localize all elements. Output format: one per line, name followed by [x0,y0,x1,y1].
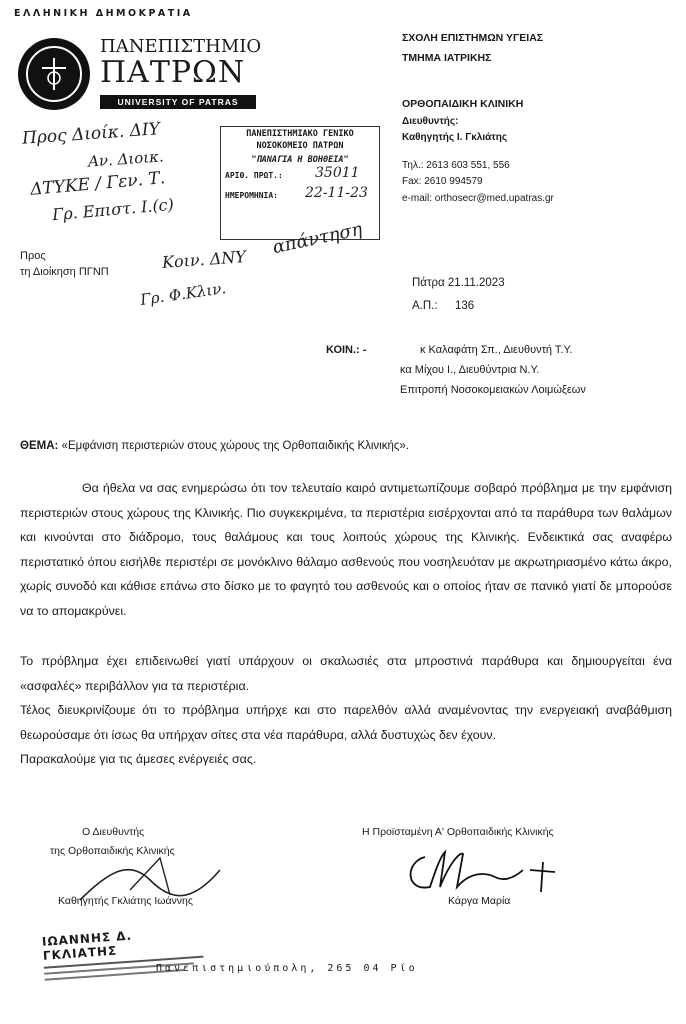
director-name: Καθηγητής Ι. Γκλιάτης [402,132,508,143]
phone-text: Τηλ.: 2613 603 551, 556 [402,160,510,171]
cc-item: κα Μίχου Ι., Διευθύντρια Ν.Υ. [400,364,540,376]
stamp-date-label: ΗΜΕΡΟΜΗΝΙΑ: [225,191,278,200]
place-date: Πάτρα 21.11.2023 [412,277,505,289]
left-signatory-clinic: της Ορθοπαιδικής Κλινικής [50,845,175,857]
cc-item: Επιτροπή Νοσοκομειακών Λοιμώξεων [400,384,586,396]
university-name-line2: ΠΑΤΡΩΝ [100,55,246,90]
protocol-label: Α.Π.: [412,300,438,312]
stamp-date-value: 22-11-23 [305,185,368,201]
stamp-protocol-value: 35011 [315,165,360,181]
right-signatory-name: Κάργα Μαρία [448,895,511,907]
right-signature-scribble [405,842,575,902]
university-name-line1: ΠΑΝΕΠΙΣΤΗΜΙΟ [100,36,262,57]
handwritten-note-2: Αν. Διοικ. [87,147,165,171]
recipient-name: τη Διοίκηση ΠΓΝΠ [20,266,109,278]
left-name-stamp [41,909,212,969]
clinic-name: ΟΡΘΟΠΑΙΔΙΚΗ ΚΛΙΝΙΚΗ [402,98,524,110]
stamp-line3: "ΠΑΝΑΓΙΑ Η ΒΟΗΘΕΙΑ" [251,155,349,165]
handwritten-note-1: Προς Διοίκ. ΔΙΥ [21,119,161,149]
handwritten-note-4: Γρ. Επιστ. Ι.(c) [51,194,175,225]
body-paragraph-3: Τέλος διευκρινίζουμε ότι το πρόβλημα υπήρχε και στο παρελθόν αλλά αναμένοντας την ενεργειακή αναβάθμιση θεωρούσαμε ότι ίσως θα υπήρχαν σίτες στα νέα παράθυρα, αλλά δυστυχώς δεν έχουν. [20,703,672,742]
cc-label: ΚΟΙΝ.: - [326,344,367,356]
handwritten-note-3: ΔΤΥΚΕ / Γεν. Τ. [29,168,166,200]
republic-heading: ΕΛΛΗΝΙΚΗ ΔΗΜΟΚΡΑΤΙΑ [14,8,193,19]
email-text: e-mail: orthosecr@med.upatras.gr [402,193,554,204]
footer-address: Πανεπιστημιούπολη, 265 04 Ρίο [156,963,418,974]
body-paragraph-1: Θα ήθελα να σας ενημερώσω ότι τον τελευταίο καιρό αντιμετωπίζουμε σοβαρό πρόβλημα με την εμφάνιση περιστεριών στους χώρους της Κλινικής. Πιο συγκεκριμένα, τα περιστέρια εισέρχονται από τα παράθυρα των θαλάμων και κινούνται στο διάδρομο, τους θαλάμους και τους λοιπούς χώρους της Κλινικής. Ενδεικτικά σας αναφέρω περιστατικό όπου εισήλθε περιστέρι σε μονόκλινο θάλαμο ασθενούς που νοσηλευόταν με ακρωτηριασμένο κάτω άκρο, χωρίς συνοδό και κάθισε επάνω στο δίσκο με το φαγητό του ασθενούς και ο οποίος ήταν σε πανικό γιατί δε μπορούσε να το απομακρύνει. [20,481,672,618]
university-name-en: UNIVERSITY OF PATRAS [100,95,256,109]
university-seal-icon [18,38,90,110]
stamp-line1: ΠΑΝΕΠΙΣΤΗΜΙΑΚΟ ΓΕΝΙΚΟ [246,129,354,139]
left-signatory-name: Καθηγητής Γκλιάτης Ιωάννης [58,895,193,907]
body-paragraph-4: Παρακαλούμε για τις άμεσες ενέργειές σας. [20,752,257,766]
department-name: ΤΜΗΜΑ ΙΑΤΡΙΚΗΣ [402,52,492,64]
fax-text: Fax: 2610 994579 [402,176,483,187]
subject-label: ΘΕΜΑ: [20,440,59,452]
right-signatory-title: Η Προϊσταμένη Α' Ορθοπαιδικής Κλινικής [362,826,554,838]
stamp-protocol-label: ΑΡΙΘ. ΠΡΩΤ.: [225,171,283,180]
body-paragraph-2: Το πρόβλημα έχει επιδεινωθεί γιατί υπάρχουν οι σκαλωσιές στα μπροστινά παράθυρα και δημιουργείται ένα «ασφαλές» περιβάλλον για τα περιστέρια. [20,654,672,693]
school-name: ΣΧΟΛΗ ΕΠΙΣΤΗΜΩΝ ΥΓΕΙΑΣ [402,32,544,44]
handwritten-note-5: Κοιν. ΔΝΥ [161,247,247,272]
left-name-stamp-text: ΙΩΑΝΝΗΣ Δ. ΓΚΛΙΑΤΗΣ [41,928,133,963]
recipient-label: Προς [20,250,46,262]
director-label: Διευθυντής: [402,116,459,127]
handwritten-note-6: απάντηση [270,218,365,259]
handwritten-note-7: Γρ. Φ.Κλιν. [139,279,228,309]
protocol-number: 136 [455,300,475,312]
subject-text: «Εμφάνιση περιστεριών στους χώρους της Ορθοπαιδικής Κλινικής». [61,440,410,452]
left-signatory-title: Ο Διευθυντής [82,826,145,838]
subject-line [20,440,409,452]
stamp-line2: ΝΟΣΟΚΟΜΕΙΟ ΠΑΤΡΩΝ [256,141,344,151]
cc-item: κ Καλαφάτη Σπ., Διευθυντή Τ.Υ. [420,344,573,356]
